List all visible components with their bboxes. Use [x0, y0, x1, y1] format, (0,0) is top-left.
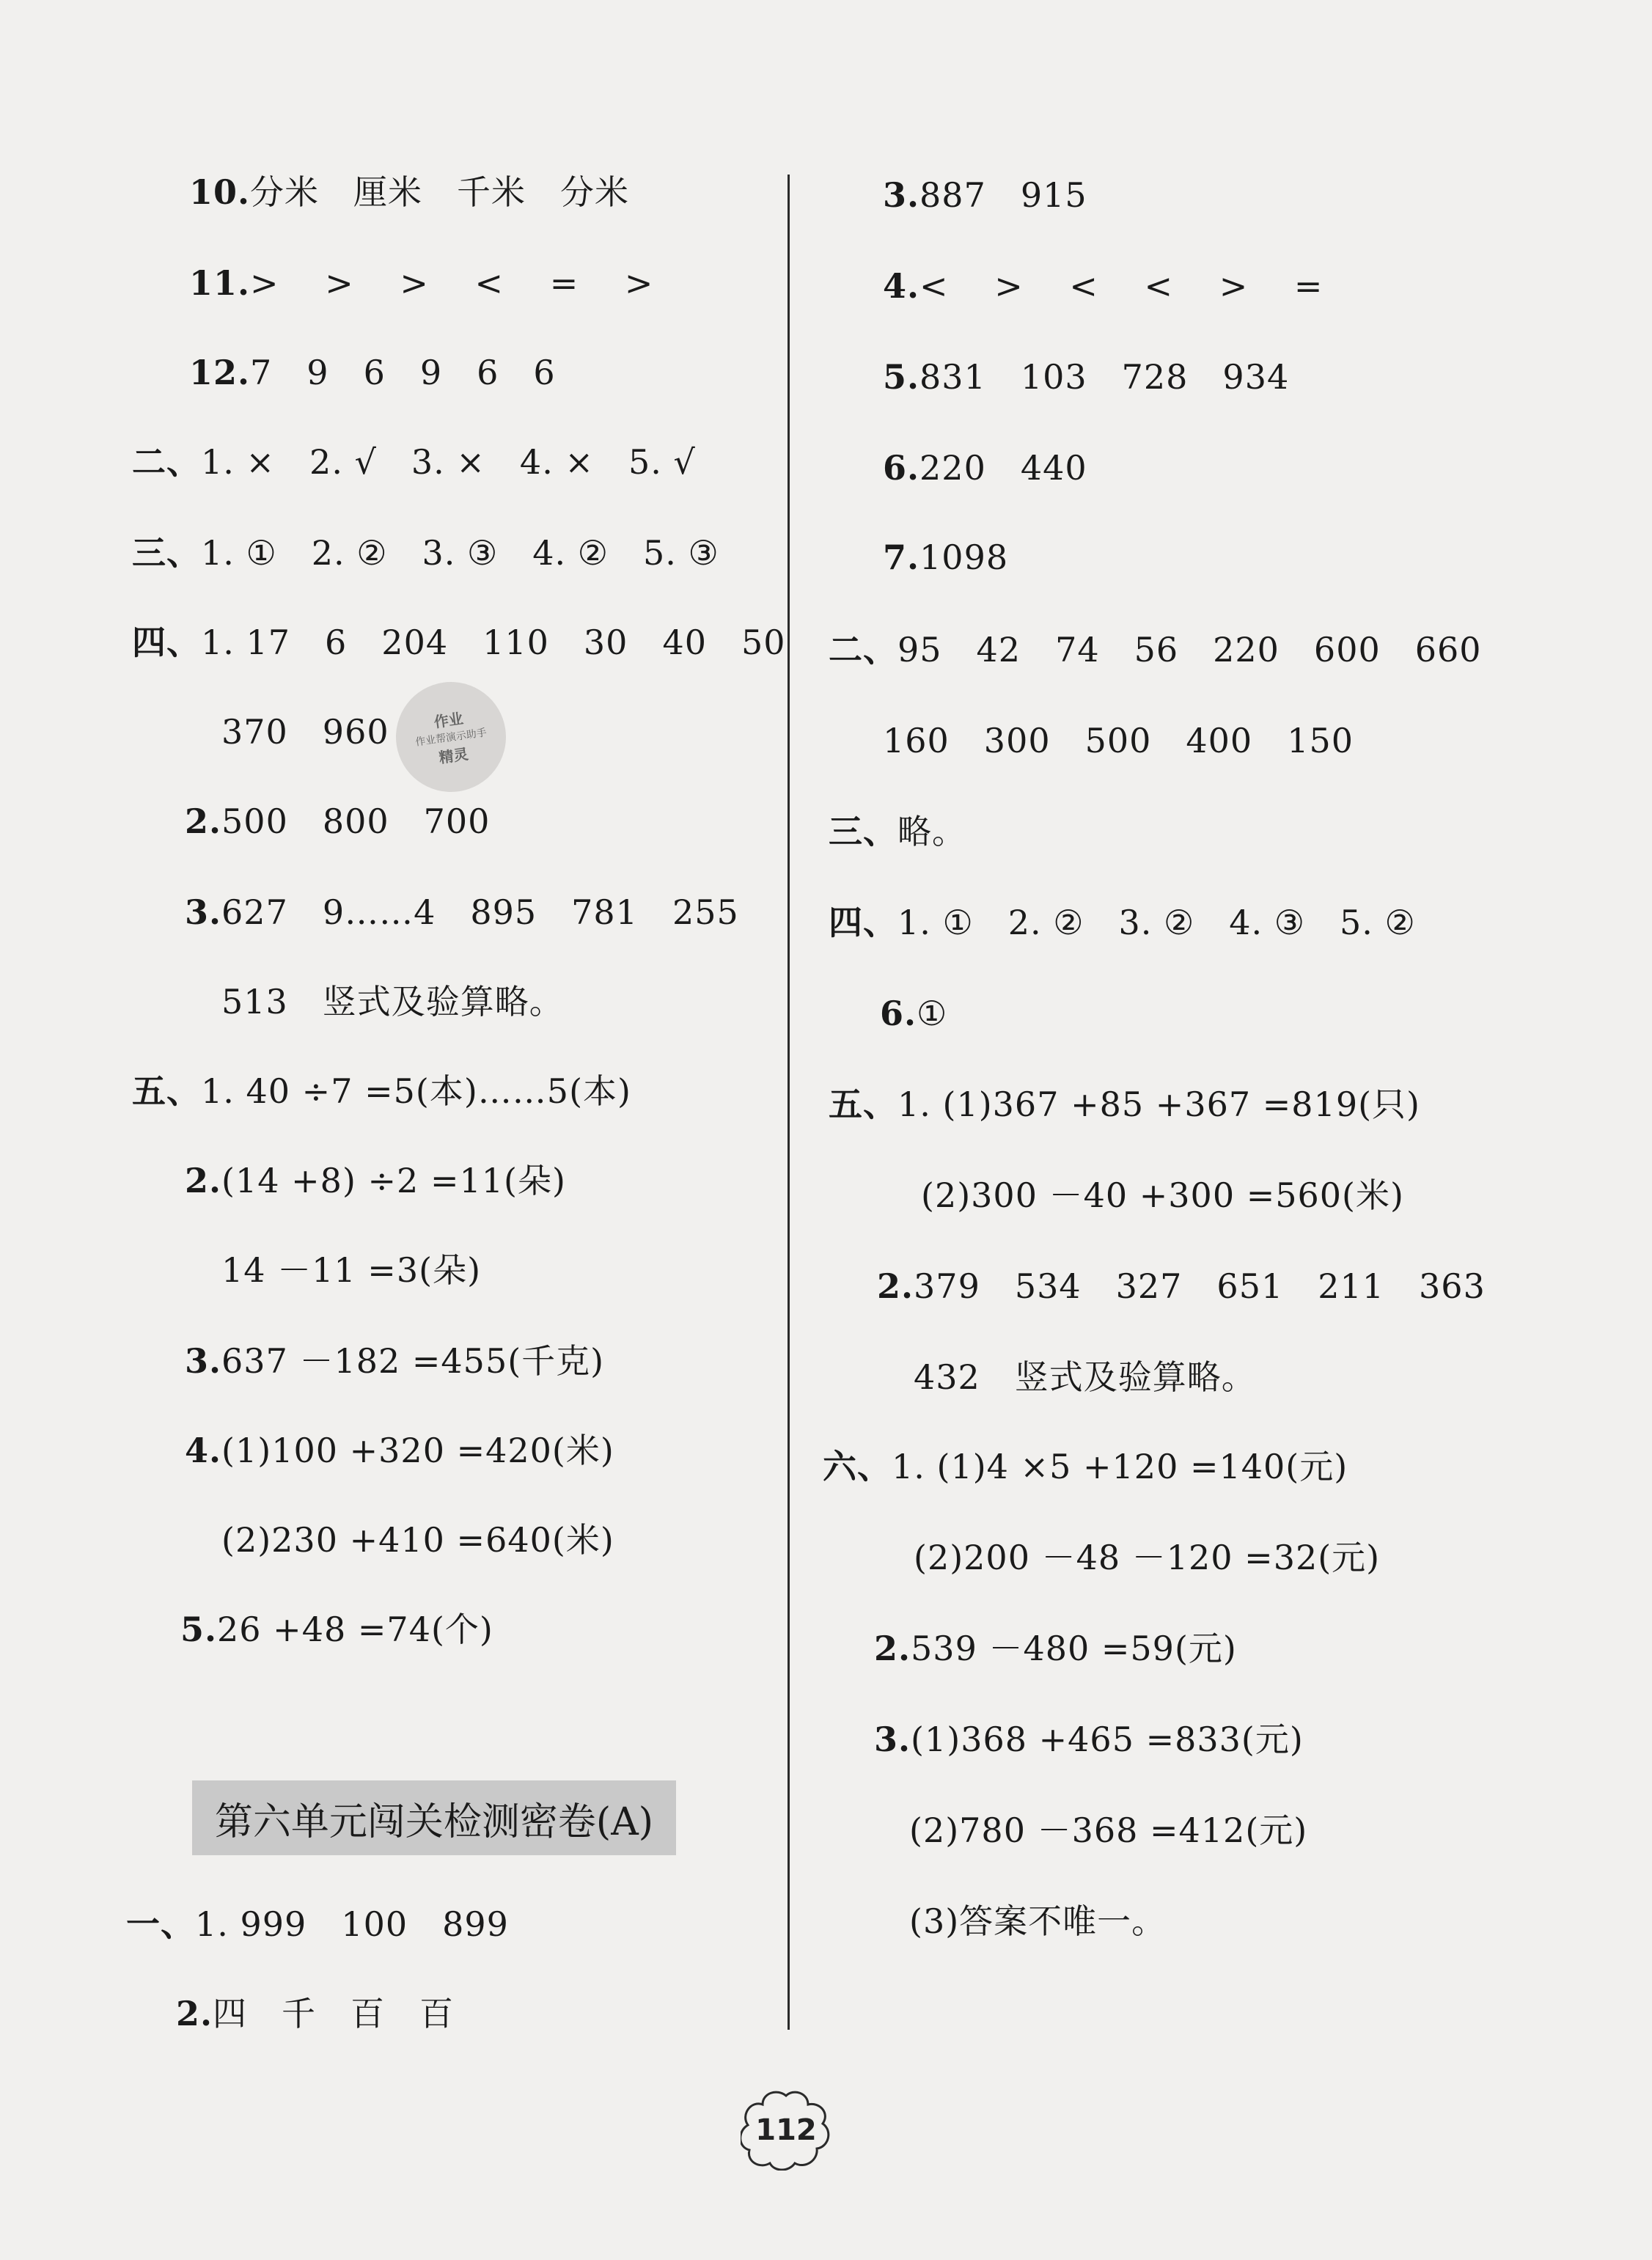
right-line-10: 6.① [880, 994, 948, 1033]
right-line-12: (2)300 －40 +300 =560(米) [921, 1175, 1404, 1215]
left-after-banner-line-2: 2.四 千 百 百 [176, 1994, 455, 2033]
right-line-13: 2.379 534 327 651 211 363 [877, 1266, 1486, 1306]
left-after-banner-line-1: 一、1. 999 100 899 [126, 1904, 509, 1944]
left-line-5: 三、1. ① 2. ② 3. ③ 4. ② 5. ③ [132, 533, 719, 573]
right-line-11: 五、1. (1)367 +85 +367 =819(只) [829, 1085, 1420, 1124]
right-line-2: 4.< > < < > = [883, 266, 1324, 306]
page-number-text: 112 [755, 2113, 817, 2147]
left-line-9: 3.627 9……4 895 781 255 [185, 892, 739, 932]
right-line-7: 160 300 500 400 150 [883, 721, 1354, 760]
left-line-3: 12.7 9 6 9 6 6 [189, 353, 556, 392]
right-line-6: 二、95 42 74 56 220 600 660 [829, 630, 1482, 669]
right-line-5: 7.1098 [883, 538, 1009, 577]
right-line-14: 432 竖式及验算略。 [914, 1357, 1256, 1397]
right-line-9: 四、1. ① 2. ② 3. ② 4. ③ 5. ② [829, 903, 1416, 942]
right-line-18: 3.(1)368 +465 =833(元) [874, 1720, 1304, 1759]
left-line-12: 2.(14 +8) ÷2 =11(朵) [185, 1161, 566, 1200]
right-line-20: (3)答案不唯一。 [909, 1901, 1167, 1941]
right-line-17: 2.539 －480 =59(元) [874, 1629, 1237, 1668]
left-line-13: 14 －11 =3(朵) [221, 1250, 482, 1290]
watermark-stamp: 作业 作业帮演示助手 精灵 [389, 675, 513, 799]
left-line-7: 370 960 [221, 712, 389, 752]
right-line-1: 3.887 915 [883, 175, 1087, 215]
page-number [741, 2090, 831, 2171]
left-line-17: 5.26 +48 =74(个) [180, 1610, 493, 1649]
right-line-19: (2)780 －368 =412(元) [909, 1810, 1308, 1850]
left-line-1: 10.分米 厘米 千米 分米 [189, 172, 630, 212]
left-line-15: 4.(1)100 +320 =420(米) [185, 1431, 614, 1470]
right-line-4: 6.220 440 [883, 448, 1087, 488]
left-line-16: (2)230 +410 =640(米) [221, 1520, 614, 1560]
column-divider [788, 175, 790, 2030]
left-line-14: 3.637 －182 =455(千克) [185, 1341, 605, 1381]
left-line-11: 五、1. 40 ÷7 =5(本)……5(本) [132, 1071, 631, 1111]
left-line-10: 513 竖式及验算略。 [221, 982, 564, 1021]
right-line-16: (2)200 －48 －120 =32(元) [914, 1538, 1381, 1577]
left-line-8: 2.500 800 700 [185, 801, 491, 841]
section-title: 第六单元闯关检测密卷(A) [192, 1780, 676, 1855]
left-line-4: 二、1. × 2. √ 3. × 4. × 5. √ [132, 442, 696, 482]
right-line-15: 六、1. (1)4 ×5 +120 =140(元) [823, 1447, 1348, 1486]
left-line-6: 四、1. 17 6 204 110 30 40 50 [132, 623, 786, 662]
right-line-8: 三、略。 [829, 812, 966, 851]
left-line-2: 11.> > > < = > [189, 263, 654, 303]
right-line-3: 5.831 103 728 934 [883, 357, 1290, 397]
